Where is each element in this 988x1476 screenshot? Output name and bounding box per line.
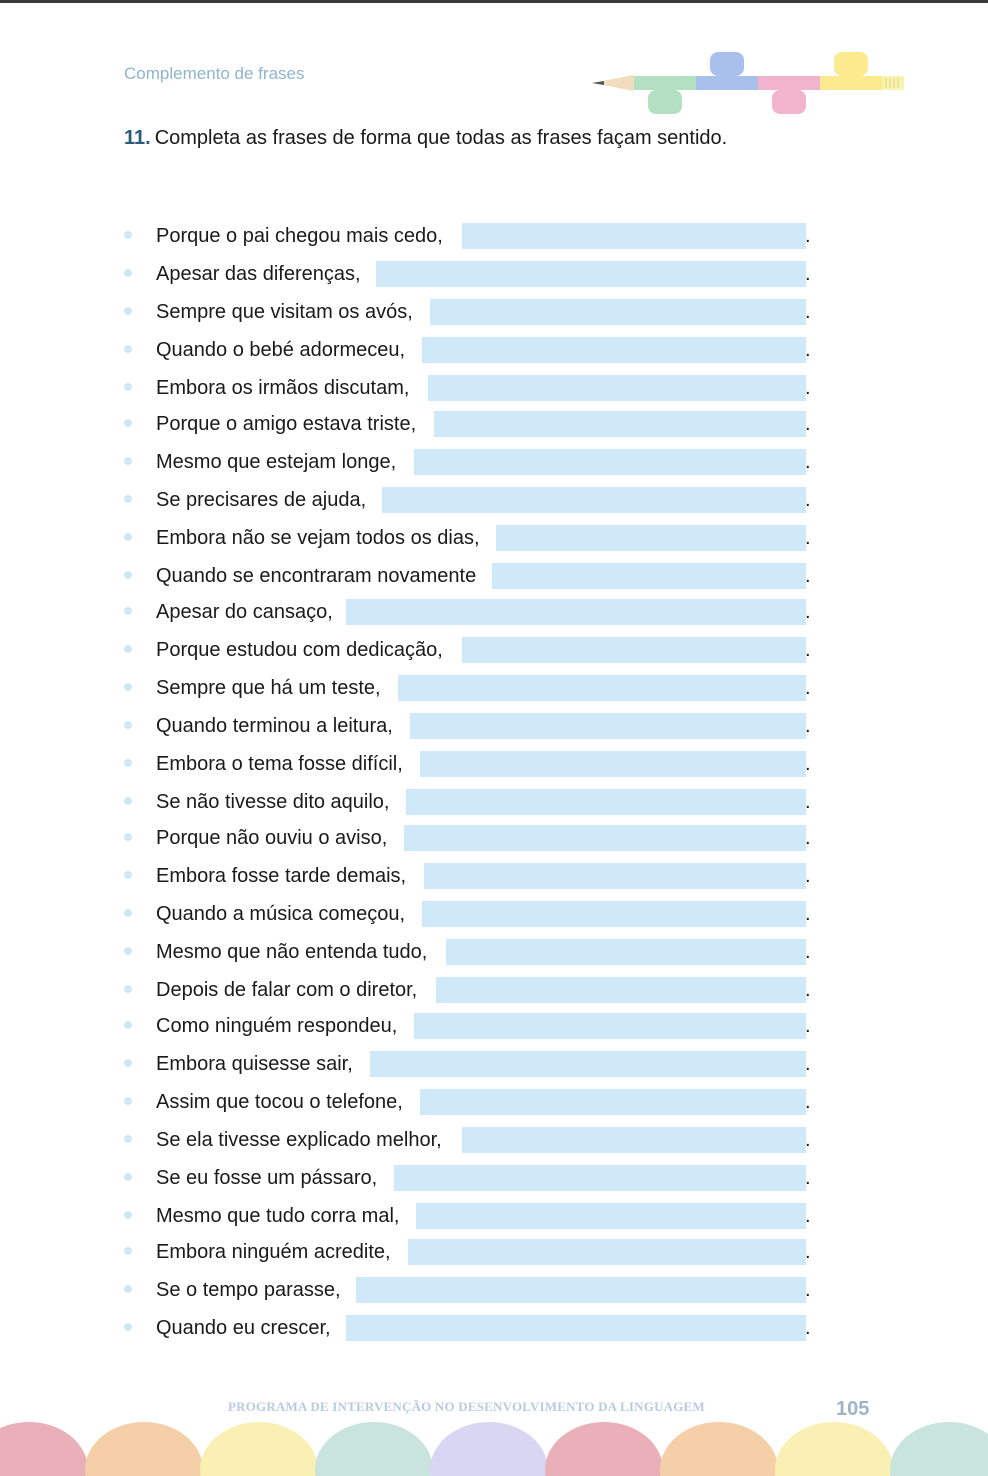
bullet-icon xyxy=(124,1285,132,1293)
list-item xyxy=(124,1089,814,1115)
bullet-icon xyxy=(124,419,132,427)
list-item xyxy=(124,449,814,475)
list-item xyxy=(124,1165,814,1191)
list-item xyxy=(124,299,814,325)
bullet-icon xyxy=(124,1247,132,1255)
list-item xyxy=(124,863,814,889)
sentence-prompt: Assim que tocou o telefone, xyxy=(156,1091,403,1113)
scallop-shape xyxy=(85,1422,203,1476)
sentence-period: . xyxy=(805,1279,811,1301)
sentence-period: . xyxy=(805,941,811,963)
list-item xyxy=(124,939,814,965)
sentence-prompt: Quando se encontraram novamente xyxy=(156,565,477,587)
sentence-prompt: Depois de falar com o diretor, xyxy=(156,979,418,1001)
scallop-shape xyxy=(315,1422,433,1476)
sentence-period: . xyxy=(805,1091,811,1113)
scallop-shape xyxy=(0,1422,88,1476)
answer-blank[interactable] xyxy=(410,713,806,739)
answer-blank[interactable] xyxy=(436,977,806,1003)
answer-blank[interactable] xyxy=(462,223,806,249)
sentence-prompt: Apesar do cansaço, xyxy=(156,601,333,623)
list-item xyxy=(124,977,814,1003)
sentence-prompt: Se ela tivesse explicado melhor, xyxy=(156,1129,442,1151)
bullet-icon xyxy=(124,759,132,767)
sentence-period: . xyxy=(805,715,811,737)
list-item xyxy=(124,525,814,551)
list-item xyxy=(124,1013,814,1039)
list-item xyxy=(124,411,814,437)
answer-blank[interactable] xyxy=(346,599,806,625)
bullet-icon xyxy=(124,645,132,653)
sentence-prompt: Porque não ouviu o aviso, xyxy=(156,827,388,849)
answer-blank[interactable] xyxy=(404,825,806,851)
list-item xyxy=(124,1239,814,1265)
answer-blank[interactable] xyxy=(422,901,806,927)
sentence-period: . xyxy=(805,263,811,285)
sentence-prompt: Porque estudou com dedicação, xyxy=(156,639,443,661)
sentence-period: . xyxy=(805,1129,811,1151)
bullet-icon xyxy=(124,1173,132,1181)
answer-blank[interactable] xyxy=(382,487,806,513)
list-item xyxy=(124,337,814,363)
list-item xyxy=(124,675,814,701)
sentence-prompt: Mesmo que estejam longe, xyxy=(156,451,397,473)
sentence-prompt: Sempre que há um teste, xyxy=(156,677,381,699)
footer-program-name: PROGRAMA DE INTERVENÇÃO NO DESENVOLVIMENTO DA LINGUAGEM xyxy=(228,1399,705,1414)
scallop-shape xyxy=(200,1422,318,1476)
sentence-period: . xyxy=(805,903,811,925)
sentence-prompt: Porque o amigo estava triste, xyxy=(156,413,417,435)
answer-blank[interactable] xyxy=(422,337,806,363)
answer-blank[interactable] xyxy=(462,637,806,663)
bullet-icon xyxy=(124,721,132,729)
bullet-icon xyxy=(124,1059,132,1067)
list-item xyxy=(124,487,814,513)
sentence-prompt: Mesmo que tudo corra mal, xyxy=(156,1205,400,1227)
sentence-prompt: Embora não se vejam todos os dias, xyxy=(156,527,480,549)
sentence-prompt: Quando o bebé adormeceu, xyxy=(156,339,406,361)
sentence-period: . xyxy=(805,791,811,813)
sentence-period: . xyxy=(805,451,811,473)
answer-blank[interactable] xyxy=(424,863,806,889)
list-item xyxy=(124,375,814,401)
bullet-icon xyxy=(124,533,132,541)
scallop-shape xyxy=(660,1422,778,1476)
list-item xyxy=(124,1127,814,1153)
sentence-period: . xyxy=(805,225,811,247)
bullet-icon xyxy=(124,1211,132,1219)
sentence-period: . xyxy=(805,339,811,361)
list-item xyxy=(124,1203,814,1229)
scallop-shape xyxy=(890,1422,988,1476)
sentence-period: . xyxy=(805,565,811,587)
answer-blank[interactable] xyxy=(492,563,806,589)
sentence-period: . xyxy=(805,1053,811,1075)
bullet-icon xyxy=(124,571,132,579)
sentence-prompt: Sempre que visitam os avós, xyxy=(156,301,413,323)
answer-blank[interactable] xyxy=(376,261,806,287)
scallop-shape xyxy=(430,1422,548,1476)
bullet-icon xyxy=(124,457,132,465)
sentence-period: . xyxy=(805,1241,811,1263)
bullet-icon xyxy=(124,833,132,841)
sentence-prompt: Embora ninguém acredite, xyxy=(156,1241,391,1263)
answer-blank[interactable] xyxy=(356,1277,806,1303)
sentence-prompt: Quando a música começou, xyxy=(156,903,406,925)
bullet-icon xyxy=(124,307,132,315)
bullet-icon xyxy=(124,607,132,615)
answer-blank[interactable] xyxy=(346,1315,806,1341)
exercise-number: 11. xyxy=(124,127,151,149)
decorative-scallop-border xyxy=(0,1418,988,1476)
answer-blank[interactable] xyxy=(394,1165,806,1191)
sentence-period: . xyxy=(805,1167,811,1189)
sentence-prompt: Se não tivesse dito aquilo, xyxy=(156,791,390,813)
page-number: 105 xyxy=(836,1398,870,1420)
bullet-icon xyxy=(124,269,132,277)
scallop-shape xyxy=(545,1422,663,1476)
sentence-prompt: Quando eu crescer, xyxy=(156,1317,331,1339)
answer-blank[interactable] xyxy=(428,375,806,401)
sentence-period: . xyxy=(805,377,811,399)
answer-blank[interactable] xyxy=(496,525,806,551)
list-item xyxy=(124,261,814,287)
answer-blank[interactable] xyxy=(406,789,806,815)
sentence-prompt: Embora o tema fosse difícil, xyxy=(156,753,403,775)
sentence-prompt: Se o tempo parasse, xyxy=(156,1279,341,1301)
bullet-icon xyxy=(124,345,132,353)
list-item xyxy=(124,563,814,589)
answer-blank[interactable] xyxy=(420,1089,806,1115)
section-title: Complemento de frases xyxy=(124,64,305,83)
list-item xyxy=(124,825,814,851)
answer-blank[interactable] xyxy=(420,751,806,777)
bullet-icon xyxy=(124,495,132,503)
bullet-icon xyxy=(124,1135,132,1143)
list-item xyxy=(124,789,814,815)
answer-blank[interactable] xyxy=(462,1127,806,1153)
sentence-period: . xyxy=(805,827,811,849)
list-item xyxy=(124,901,814,927)
bullet-icon xyxy=(124,1097,132,1105)
sentence-prompt: Quando terminou a leitura, xyxy=(156,715,393,737)
answer-blank[interactable] xyxy=(414,449,806,475)
list-item xyxy=(124,1051,814,1077)
list-item xyxy=(124,713,814,739)
sentence-period: . xyxy=(805,677,811,699)
scallop-shape xyxy=(775,1422,893,1476)
list-item xyxy=(124,1277,814,1303)
answer-blank[interactable] xyxy=(414,1013,806,1039)
bullet-icon xyxy=(124,871,132,879)
answer-blank[interactable] xyxy=(370,1051,806,1077)
bullet-icon xyxy=(124,797,132,805)
sentence-period: . xyxy=(805,753,811,775)
sentence-period: . xyxy=(805,413,811,435)
bullet-icon xyxy=(124,947,132,955)
sentence-prompt: Como ninguém respondeu, xyxy=(156,1015,398,1037)
sentence-prompt: Se eu fosse um pássaro, xyxy=(156,1167,378,1189)
sentence-period: . xyxy=(805,639,811,661)
answer-blank[interactable] xyxy=(434,411,806,437)
sentence-period: . xyxy=(805,865,811,887)
list-item xyxy=(124,599,814,625)
sentence-period: . xyxy=(805,1015,811,1037)
list-item xyxy=(124,223,814,249)
sentence-prompt: Apesar das diferenças, xyxy=(156,263,361,285)
sentence-period: . xyxy=(805,1317,811,1339)
answer-blank[interactable] xyxy=(416,1203,806,1229)
sentence-period: . xyxy=(805,301,811,323)
answer-blank[interactable] xyxy=(430,299,806,325)
bullet-icon xyxy=(124,1021,132,1029)
bullet-icon xyxy=(124,231,132,239)
instruction-text: Completa as frases de forma que todas as frases façam sentido. xyxy=(154,127,728,149)
answer-blank[interactable] xyxy=(446,939,806,965)
sentence-period: . xyxy=(805,1205,811,1227)
sentence-prompt: Embora quisesse sair, xyxy=(156,1053,353,1075)
sentence-period: . xyxy=(805,979,811,1001)
list-item xyxy=(124,751,814,777)
bullet-icon xyxy=(124,683,132,691)
list-item xyxy=(124,1315,814,1341)
answer-blank[interactable] xyxy=(398,675,806,701)
sentence-period: . xyxy=(805,601,811,623)
bullet-icon xyxy=(124,909,132,917)
sentence-period: . xyxy=(805,489,811,511)
bullet-icon xyxy=(124,383,132,391)
answer-blank[interactable] xyxy=(408,1239,806,1265)
bullet-icon xyxy=(124,985,132,993)
sentence-prompt: Porque o pai chegou mais cedo, xyxy=(156,225,443,247)
sentence-prompt: Embora fosse tarde demais, xyxy=(156,865,407,887)
sentence-prompt: Se precisares de ajuda, xyxy=(156,489,367,511)
sentence-period: . xyxy=(805,527,811,549)
bullet-icon xyxy=(124,1323,132,1331)
list-item xyxy=(124,637,814,663)
sentence-prompt: Mesmo que não entenda tudo, xyxy=(156,941,428,963)
sentence-prompt: Embora os irmãos discutam, xyxy=(156,377,410,399)
